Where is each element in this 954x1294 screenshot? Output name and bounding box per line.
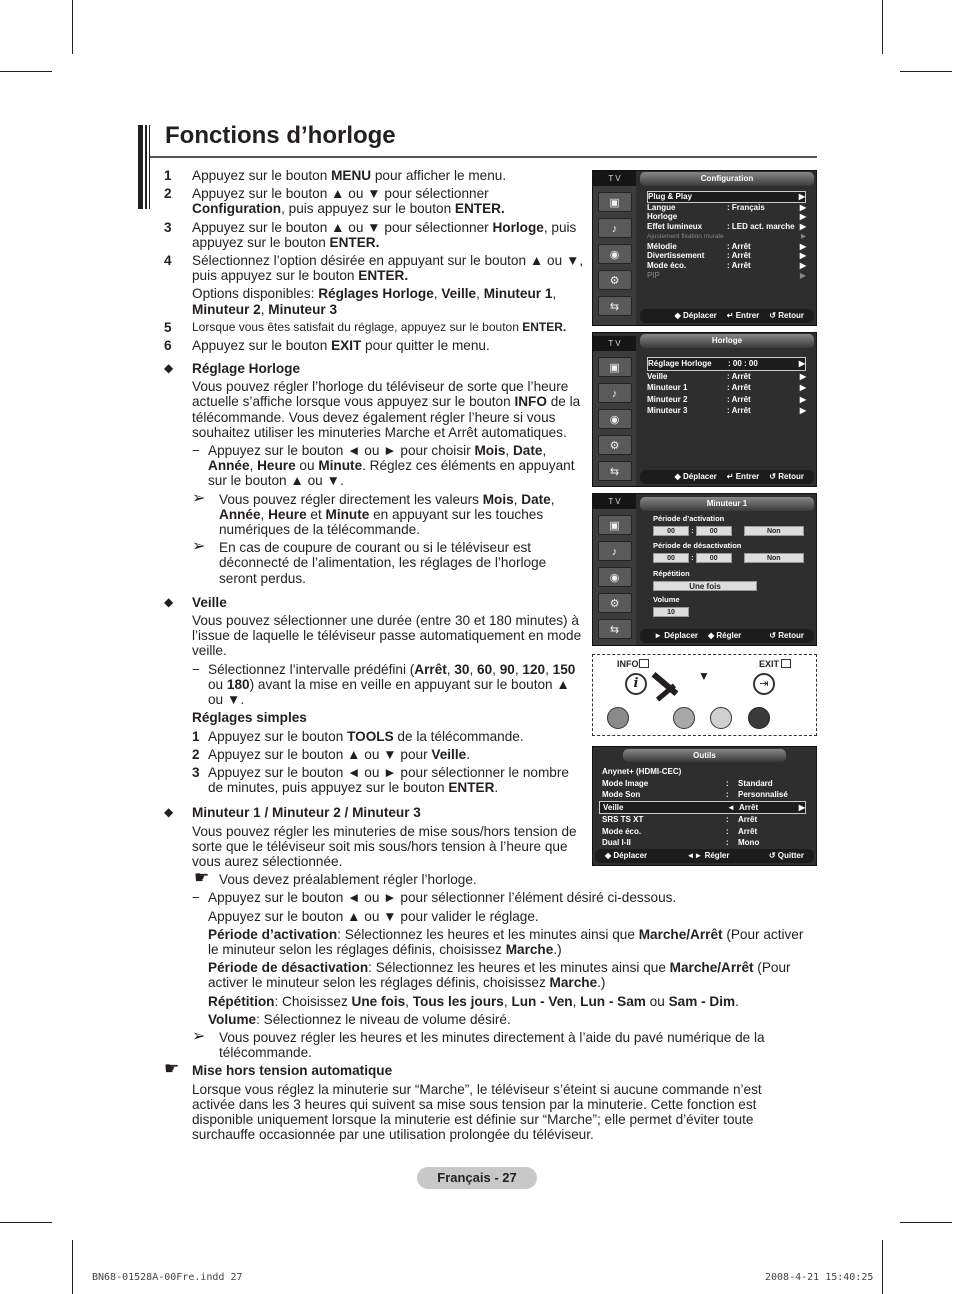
info-button-icon[interactable]: i — [625, 673, 647, 695]
veille-paragraph: Vous pouvez sélectionner une durée (entre 30 et 180 minutes) à l’issue de laquelle le téléviseur passe automatiquement en mode veille. — [192, 613, 582, 659]
sound-icon: ♪ — [598, 383, 632, 403]
slug-filename: BN68-01528A-00Fre.indd 27 — [92, 1272, 243, 1283]
section-minuteur-heading: ◆ Minuteur 1 / Minuteur 2 / Minuteur 3 — [164, 805, 421, 821]
activation-onoff-field[interactable]: Non — [744, 526, 804, 536]
section-auto-off-heading: ☛ Mise hors tension automatique — [164, 1059, 393, 1079]
input-icon: ⇆ — [598, 296, 632, 316]
step-4: 4 Sélectionnez l’option désirée en appuyant sur le bouton ▲ ou ▼, puis appuyez sur le bouton ENTER. — [164, 253, 584, 284]
osd-title: Minuteur 1 — [640, 497, 814, 511]
slug-timestamp: 2008-4-21 15:40:25 — [765, 1272, 874, 1283]
simple-step-3: 3 Appuyez sur le bouton ◄ ou ► pour sélectionner le nombre de minutes, puis appuyez sur le bouton ENTER. — [192, 764, 569, 796]
down-arrow-icon: ▼ — [698, 669, 710, 683]
crop-mark — [882, 1240, 883, 1294]
tv-label: T V — [593, 171, 636, 186]
periode-activation: Période d’activation: Sélectionnez les heures et les minutes ainsi que Marche/Arrêt (Pour activer le minuteur selon les réglages définis, choisissez Marche.) — [208, 926, 804, 957]
diamond-bullet-icon: ◆ — [164, 805, 174, 820]
minuteur-arrow-note: ➢ Vous pouvez régler les heures et les minutes directement à l’aide du pavé numérique de la télécommande. — [192, 1027, 765, 1061]
activation-minute-field[interactable]: 00 — [696, 526, 732, 536]
red-button[interactable] — [607, 707, 629, 729]
activation-fields: 00 : 00 Non — [653, 526, 804, 536]
title-bar-decoration — [138, 125, 152, 209]
green-button[interactable] — [673, 707, 695, 729]
osd-title: Outils — [623, 749, 786, 762]
repetition-field[interactable]: Une fois — [653, 581, 757, 591]
step-2: 2 Appuyez sur le bouton ▲ ou ▼ pour sélectionner Configuration, puis appuyez sur le bouton ENTER. — [164, 186, 505, 217]
volume-label: Volume — [653, 595, 680, 605]
osd-sidebar — [593, 509, 636, 645]
tv-label: T V — [593, 336, 636, 351]
desactivation-fields: 00 : 00 Non — [653, 553, 804, 563]
channel-icon: ◉ — [598, 244, 632, 264]
menu-item[interactable]: Horloge ▶ — [647, 212, 806, 222]
info-button-label: INFO — [617, 659, 639, 669]
menu-item[interactable]: SRS TS XT : Arrêt — [602, 815, 758, 824]
osd-footer: ◆ Déplacer ◄► Régler ↺ Quitter — [595, 849, 814, 863]
simple-heading: Réglages simples — [192, 710, 307, 726]
crop-mark — [0, 1222, 52, 1223]
menu-item[interactable]: Minuteur 2 : Arrêt ▶ — [647, 394, 806, 404]
exit-icon-box — [781, 659, 791, 668]
reglage-paragraph: Vous pouvez régler l’horloge du téléviseur de sorte que l’heure actuelle s’affiche lorsque vous appuyez sur le bouton INFO de la télécommande. Vous devez également régler l’heure si vous souhaitez utiliser les minuteries Marche et Arrêt automatiques. — [192, 379, 581, 440]
desactivation-hour-field[interactable]: 00 — [653, 553, 689, 563]
osd-menu-list — [599, 766, 806, 849]
channel-icon: ◉ — [598, 567, 632, 587]
osd-footer: ◆ Déplacer ↵ Entrer ↺ Retour — [640, 309, 814, 323]
arrow-note-icon: ➢ — [192, 489, 206, 507]
menu-item[interactable]: Mode Image : Standard — [602, 778, 773, 788]
volume-line: Volume: Sélectionnez le niveau de volume désiré. — [208, 1011, 511, 1027]
step-5: 5 Lorsque vous êtes satisfait du réglage, appuyez sur le bouton ENTER. — [164, 319, 567, 335]
setup-icon: ⚙ — [598, 270, 632, 290]
arrow-note-icon: ➢ — [192, 538, 206, 556]
diamond-bullet-icon: ◆ — [164, 594, 174, 609]
yellow-button[interactable] — [710, 707, 732, 729]
menu-item[interactable]: Réglage Horloge : 00 : 00 ▶ — [647, 357, 806, 371]
menu-item[interactable]: Veille ◄ Arrêt ▶ — [599, 801, 806, 815]
volume-field[interactable]: 10 — [653, 607, 689, 617]
blue-button[interactable] — [748, 707, 770, 729]
crop-mark — [882, 0, 883, 54]
repetition-label: Répétition — [653, 569, 690, 579]
reglage-note-2: ➢ En cas de coupure de courant ou si le téléviseur est déconnecté de l’alimentation, les réglages de l’horloge seront perdus. — [192, 538, 547, 586]
section-reglage-heading: ◆ Réglage Horloge — [164, 361, 301, 377]
reglage-note-1: ➢ Vous pouvez régler directement les valeurs Mois, Date, Année, Heure et Minute en appuyant sur les touches numériques de la télécommande. — [192, 489, 555, 538]
setup-icon: ⚙ — [598, 593, 632, 613]
crop-mark — [900, 1222, 952, 1223]
channel-icon: ◉ — [598, 409, 632, 429]
crop-mark — [0, 71, 52, 72]
menu-item[interactable]: Veille : Arrêt ▶ — [647, 371, 806, 381]
simple-step-1: 1 Appuyez sur le bouton TOOLS de la télécommande. — [192, 728, 524, 744]
tv-label: T V — [593, 494, 636, 509]
info-icon-box — [639, 659, 649, 668]
menu-item[interactable]: Mode Son : Personnalisé — [602, 790, 788, 799]
sound-icon: ♪ — [598, 541, 632, 561]
menu-item[interactable]: Mode éco. : Arrêt ▶ — [647, 260, 806, 270]
osd-minuteur-1 — [592, 493, 817, 646]
pointing-hand-icon: ☛ — [194, 868, 210, 888]
osd-sidebar — [593, 186, 636, 325]
periode-desactivation: Période de désactivation: Sélectionnez les heures et les minutes ainsi que Marche/Arrêt (Pour activer le minuteur selon les réglages définis, choisissez Marche.) — [208, 960, 791, 991]
reglage-dash: − Appuyez sur le bouton ◄ ou ► pour choisir Mois, Date, Année, Heure ou Minute. Réglez ces éléments en appuyant sur le bouton ▲ ou ▼. — [192, 443, 575, 489]
setup-icon: ⚙ — [598, 435, 632, 455]
desactivation-onoff-field[interactable]: Non — [744, 553, 804, 563]
diamond-bullet-icon: ◆ — [164, 361, 174, 376]
crop-mark — [900, 71, 952, 72]
picture-icon: ▣ — [598, 192, 632, 212]
step-1: 1 Appuyez sur le bouton MENU pour afficher le menu. — [164, 168, 507, 183]
osd-title: Configuration — [640, 172, 814, 186]
osd-footer: ► Déplacer ◆ Régler ↺ Retour — [640, 629, 814, 643]
desactivation-minute-field[interactable]: 00 — [696, 553, 732, 563]
osd-menu-list — [647, 357, 806, 417]
title-rule — [150, 156, 817, 158]
remote-illustration — [592, 654, 817, 736]
exit-button-label: EXIT — [759, 659, 780, 669]
menu-item[interactable]: Minuteur 3 : Arrêt ▶ — [647, 406, 806, 415]
menu-item[interactable]: Ajustement fixation murale ▶ — [647, 232, 806, 240]
minuteur-note: ☛ Vous devez préalablement régler l’horloge. — [194, 868, 477, 888]
desactivation-label: Période de désactivation — [653, 541, 742, 551]
menu-item[interactable]: Mode éco. : Arrêt — [602, 826, 758, 836]
veille-dash: − Sélectionnez l’intervalle prédéfini (Arrêt, 30, 60, 90, 120, 150 ou 180) avant la mise en veille en appuyant sur le bouton ▲ ou ▼. — [192, 661, 576, 708]
menu-item[interactable]: Anynet+ (HDMI-CEC) — [602, 767, 682, 776]
menu-item[interactable]: PIP ▶ — [647, 270, 806, 280]
pointing-hand-icon: ☛ — [164, 1059, 180, 1079]
input-icon: ⇆ — [598, 619, 632, 639]
options-list: Options disponibles: Réglages Horloge, Veille, Minuteur 1, Minuteur 2, Minuteur 3 — [192, 286, 557, 317]
repetition-line: Répétition: Choisissez Une fois, Tous les jours, Lun - Ven, Lun - Sam ou Sam - Dim. — [208, 993, 739, 1009]
menu-item[interactable]: Dual I-II : Mono — [602, 838, 760, 847]
section-veille-heading: ◆ Veille — [164, 594, 227, 610]
osd-menu-list — [647, 191, 806, 280]
auto-off-paragraph: Lorsque vous réglez la minuterie sur “Marche”, le téléviseur s’éteint si aucune commande n’est activée dans les 3 heures qui suivent sa mise sous tension par la minuterie. Cette fonction est disponible uniquement lorsque la minuterie est définie sur “Marche”; elle permet d’éviter toute surchauffe occasionnée par une utilisation prolongée du téléviseur. — [192, 1081, 762, 1143]
minuteur-line-2: Appuyez sur le bouton ▲ ou ▼ pour valider le réglage. — [208, 908, 539, 924]
osd-configuration — [592, 170, 817, 326]
sound-icon: ♪ — [598, 218, 632, 238]
menu-item[interactable]: Plug & Play ▶ — [648, 192, 805, 201]
minuteur-dash-1: − Appuyez sur le bouton ◄ ou ► pour sélectionner l’élément désiré ci-dessous. — [192, 890, 677, 906]
step-6: 6 Appuyez sur le bouton EXIT pour quitter le menu. — [164, 337, 490, 353]
menu-item[interactable]: Minuteur 1 : Arrêt ▶ — [647, 383, 806, 392]
page-number-badge: Français - 27 — [417, 1167, 537, 1189]
picture-icon: ▣ — [598, 357, 632, 377]
activation-hour-field[interactable]: 00 — [653, 526, 689, 536]
osd-footer: ◆ Déplacer ↵ Entrer ↺ Retour — [640, 470, 814, 484]
arrow-note-icon: ➢ — [192, 1027, 206, 1045]
step-3: 3 Appuyez sur le bouton ▲ ou ▼ pour sélectionner Horloge, puis appuyez sur le bouton ENTER. — [164, 219, 577, 250]
osd-title: Horloge — [640, 334, 814, 348]
input-icon: ⇆ — [598, 461, 632, 481]
crop-mark — [72, 0, 73, 54]
simple-step-2: 2 Appuyez sur le bouton ▲ ou ▼ pour Veille. — [192, 746, 470, 762]
osd-sidebar — [593, 351, 636, 486]
minuteur-paragraph: Vous pouvez régler les minuteries de mise sous/hors tension de sorte que le téléviseur soit mis sous/hors tension à l’heure que vous aurez sélectionnée. — [192, 823, 577, 869]
activation-label: Période d’activation — [653, 514, 725, 523]
osd-horloge — [592, 332, 817, 487]
exit-button-icon[interactable]: ⇥ — [753, 673, 775, 695]
menu-item[interactable]: Mélodie : Arrêt ▶ — [647, 241, 806, 251]
timer-form — [653, 514, 804, 617]
osd-outils — [592, 746, 817, 866]
crop-mark — [72, 1240, 73, 1294]
picture-icon: ▣ — [598, 515, 632, 535]
menu-item[interactable]: Effet lumineux : LED act. marche ▶ — [647, 222, 806, 232]
menu-item[interactable]: Langue : Français ▶ — [647, 202, 806, 212]
page-title: Fonctions d’horloge — [165, 122, 396, 149]
menu-item[interactable]: Divertissement : Arrêt ▶ — [647, 251, 806, 261]
